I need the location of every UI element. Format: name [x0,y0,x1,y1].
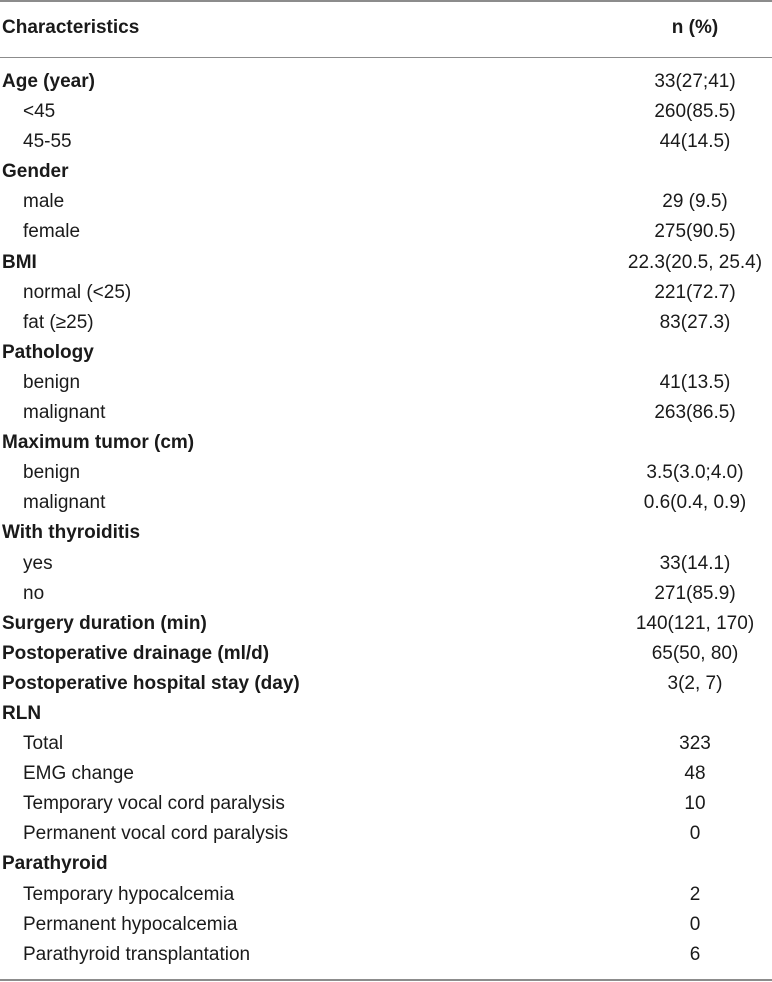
table-row [0,217,772,247]
table-row [0,729,772,759]
row-value: 0 [689,823,701,845]
row-label: female [23,221,81,243]
row-value: 6 [689,943,701,965]
table-row [0,910,772,940]
row-label: Temporary hypocalcemia [23,883,235,905]
row-value: 29 (9.5) [662,191,728,213]
row-value: 10 [684,793,706,815]
row-label: normal (<25) [23,281,132,303]
table-header-row [0,0,772,57]
row-label: Gender [2,161,69,183]
row-label: malignant [23,492,106,514]
row-label: Total [23,733,64,755]
table-row [0,398,772,428]
table-row [0,97,772,127]
row-value: 140(121, 170) [635,612,755,634]
row-label: Surgery duration (min) [2,612,207,634]
table-row-category [0,248,772,278]
table-row [0,759,772,789]
row-label: benign [23,371,81,393]
row-label: Parathyroid [2,853,108,875]
row-value: 41(13.5) [659,371,731,393]
table-row [0,187,772,217]
row-label: Permanent hypocalcemia [23,913,238,935]
row-value: 263(86.5) [654,402,736,424]
table-row [0,458,772,488]
row-value: 83(27.3) [659,311,731,333]
row-value: 221(72.7) [654,281,736,303]
row-value: 3.5(3.0;4.0) [646,462,744,484]
row-value: 260(85.5) [654,101,736,123]
table-body [0,67,772,970]
row-label: Temporary vocal cord paralysis [23,793,285,815]
row-label: EMG change [23,763,134,785]
table-row [0,789,772,819]
row-label: malignant [23,402,106,424]
row-label: benign [23,462,81,484]
header-n-percent: n (%) [671,17,719,38]
row-value: 33(27;41) [654,71,736,92]
table-row-category [0,157,772,187]
table-row-category [0,639,772,669]
row-label: Maximum tumor (cm) [2,432,195,454]
row-label: fat (≥25) [23,311,94,333]
row-label: Pathology [2,341,94,363]
table-row-category [0,609,772,639]
table-row [0,488,772,518]
row-label: yes [23,552,53,574]
row-label: With thyroiditis [2,522,141,544]
table-row-category [0,67,772,97]
table-row [0,308,772,338]
row-value: 22.3(20.5, 25.4) [627,251,763,273]
row-label: male [23,191,65,213]
row-value: 48 [684,763,706,785]
row-value: 271(85.9) [654,582,736,604]
table-row [0,819,772,849]
row-label: RLN [2,702,42,724]
table-header-rule [0,57,772,58]
table-row [0,549,772,579]
table-row-category [0,699,772,729]
row-value: 323 [679,733,711,755]
row-value: 33(14.1) [659,552,731,574]
row-value: 3(2, 7) [667,672,723,694]
table-row [0,278,772,308]
row-label: Postoperative drainage (ml/d) [2,642,270,664]
row-value: 65(50, 80) [651,642,739,664]
table-row [0,940,772,970]
row-value: 2 [689,883,701,905]
row-label: <45 [23,101,56,123]
table-row [0,579,772,609]
table-row [0,880,772,910]
table-row-category [0,338,772,368]
row-label: Age (year) [2,71,95,92]
table-bottom-rule [0,979,772,981]
row-value: 0.6(0.4, 0.9) [643,492,747,514]
row-label: Postoperative hospital stay (day) [2,672,300,694]
row-value: 0 [689,913,701,935]
table-row-category [0,518,772,548]
table-row [0,127,772,157]
row-value: 44(14.5) [659,131,731,153]
row-label: 45-55 [23,131,72,153]
row-label: BMI [2,251,37,273]
table-row-category [0,849,772,879]
row-label: Parathyroid transplantation [23,943,251,965]
table-row-category [0,669,772,699]
header-characteristics: Characteristics [2,17,140,38]
row-label: Permanent vocal cord paralysis [23,823,289,845]
table-row-category [0,428,772,458]
row-label: no [23,582,45,604]
table-row [0,368,772,398]
row-value: 275(90.5) [654,221,736,243]
